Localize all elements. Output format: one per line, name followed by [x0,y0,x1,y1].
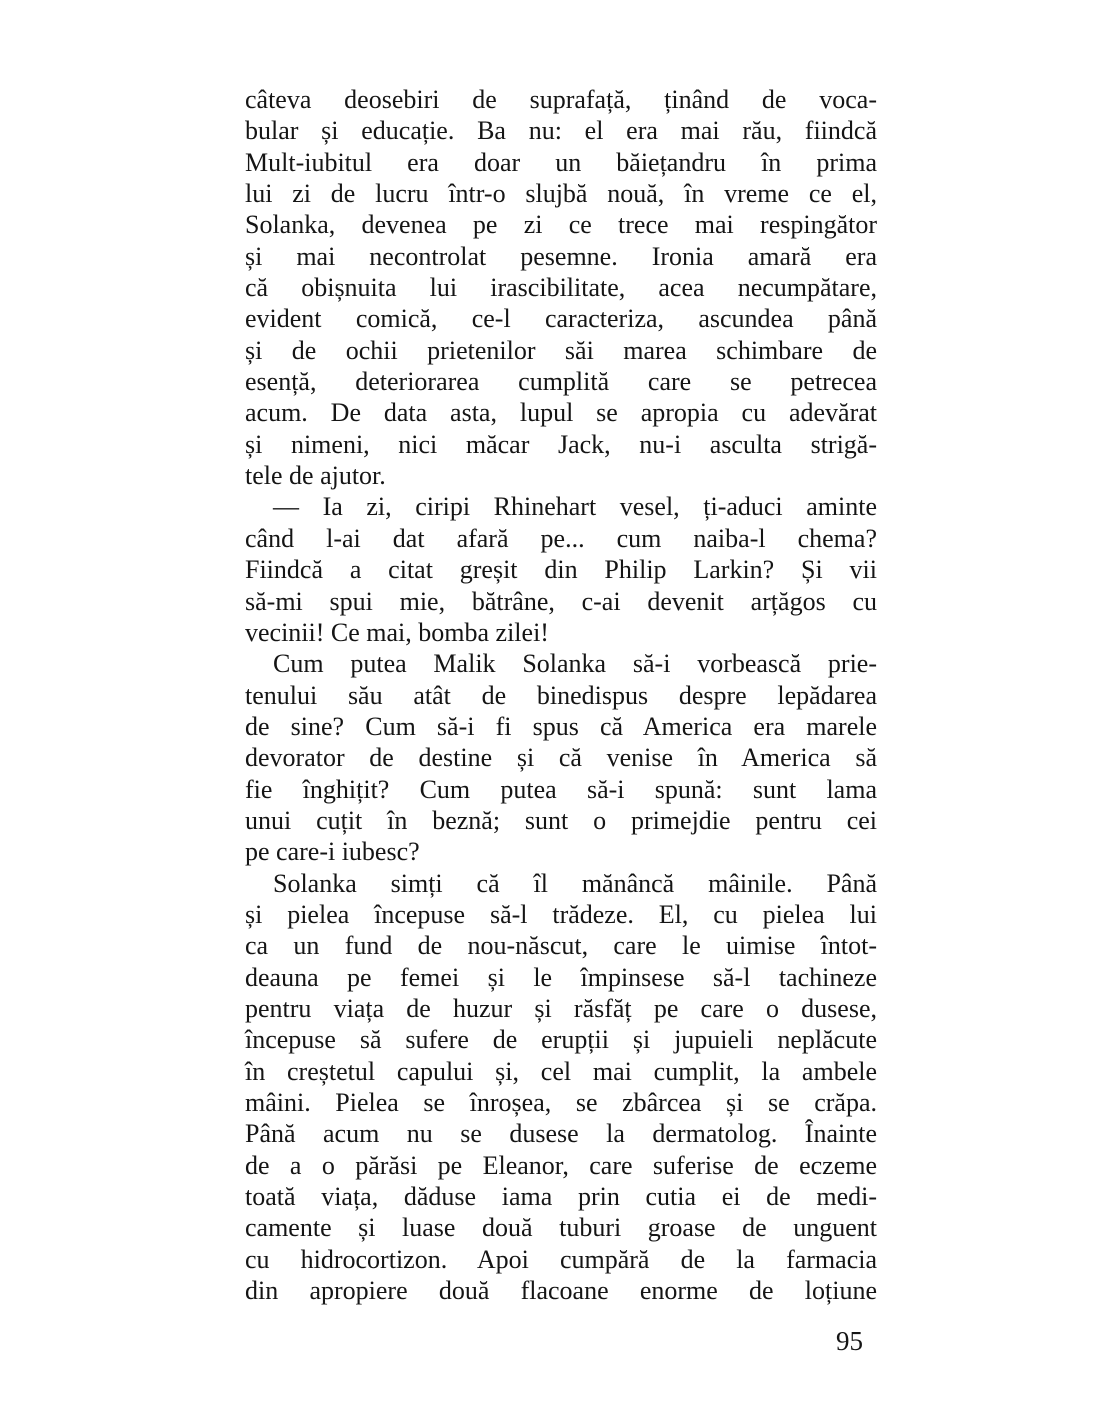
text-line: să-mi spui mie, bătrâne, c-ai devenit arțăgos cu [245,586,877,616]
text-line: esență, deteriorarea cumplită care se petrecea [245,367,877,397]
text-line: camente și luase două tuburi groase de unguent [245,1213,877,1243]
text-line: în creștetul capului și, cel mai cumplit, la ambele [245,1056,877,1086]
text-line: Până acum nu se dusese la dermatolog. Înainte [245,1119,877,1149]
text-line: din apropiere două flacoane enorme de loțiune [245,1276,877,1306]
text-line: câteva deosebiri de suprafață, ținând de voca- [245,85,877,114]
text-line: Mult-iubitul era doar un băiețandru în prima [245,147,877,177]
text-line: când l-ai dat afară pe... cum naiba-l chema? [245,523,877,553]
text-line: vecinii! Ce mai, bomba zilei! [245,617,549,647]
text-block [245,84,877,1306]
text-line: toată viața, dăduse iama prin cutia ei de medi- [245,1182,877,1212]
text-line: bular și educație. Ba nu: el era mai rău, fiindcă [245,116,877,146]
text-line: Cum putea Malik Solanka să-i vorbească prie- [273,649,877,679]
text-line: ca un fund de nou-născut, care le uimise întot- [245,931,877,961]
text-line: Solanka simți că îl mănâncă mâinile. Până [273,868,877,898]
text-line: lui zi de lucru într-o slujbă nouă, în vreme ce el, [245,179,877,209]
text-line: și nimeni, nici măcar Jack, nu-i asculta strigă- [245,429,877,459]
text-line: și mai necontrolat pesemne. Ironia amară era [245,241,877,271]
text-line: evident comică, ce-l caracteriza, ascundea până [245,304,877,334]
text-line: pe care-i iubesc? [245,837,420,867]
text-line: și pielea începuse să-l trădeze. El, cu pielea lui [245,899,877,929]
text-line: — Ia zi, ciripi Rhinehart vesel, ți-aduci aminte [273,492,877,522]
text-line: deauna pe femei și le împinsese să-l tachineze [245,962,877,992]
text-line: Fiindcă a citat greșit din Philip Larkin? Și vii [245,555,877,585]
text-line: tenului său atât de binedispus despre lepădarea [245,680,877,710]
text-line: acum. De data asta, lupul se apropia cu adevărat [245,398,877,428]
text-line: că obișnuita lui irascibilitate, acea necumpătare, [245,273,877,303]
text-line: Solanka, devenea pe zi ce trece mai respingător [245,210,877,240]
page-number: 95 [836,1326,863,1356]
text-line: cu hidrocortizon. Apoi cumpără de la farmacia [245,1244,877,1274]
text-line: devorator de destine și că venise în America să [245,743,877,773]
text-line: și de ochii prietenilor săi marea schimbare de [245,335,877,365]
text-line: începuse să sufere de erupții și jupuieli neplăcute [245,1025,877,1055]
text-line: pentru viața de huzur și răsfăț pe care o dusese, [245,993,877,1023]
text-line: fie înghițit? Cum putea să-i spună: sunt lama [245,774,877,804]
text-line: unui cuțit în beznă; sunt o primejdie pentru cei [245,805,877,835]
text-line: tele de ajutor. [245,461,386,491]
text-line: de a o părăsi pe Eleanor, care suferise de eczeme [245,1150,877,1180]
text-line: mâini. Pielea se înroșea, se zbârcea și se crăpa. [245,1088,877,1117]
text-line: de sine? Cum să-i fi spus că America era marele [245,711,877,741]
